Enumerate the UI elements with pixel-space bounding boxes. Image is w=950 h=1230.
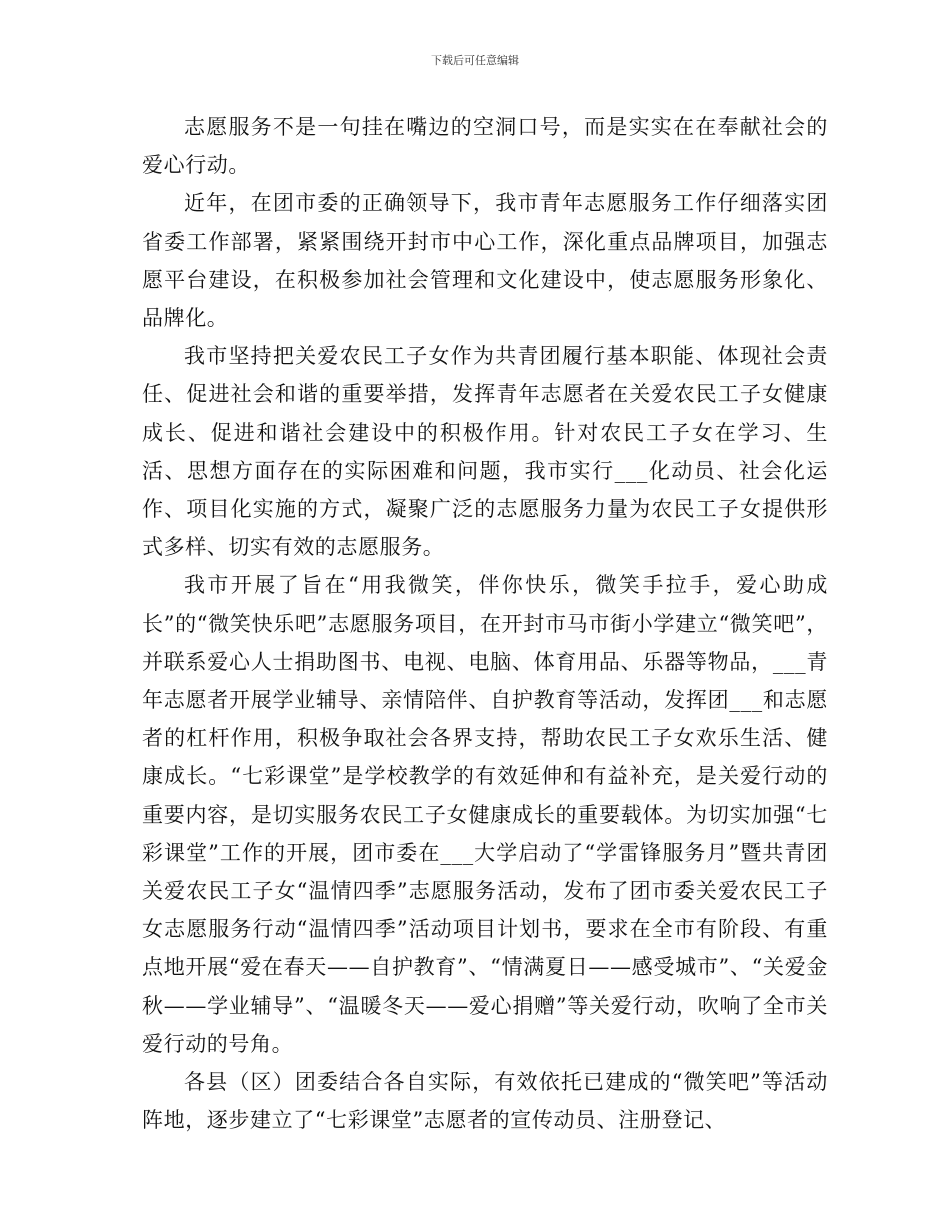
paragraph-5: 各县（区）团委结合各自实际，有效依托已建成的“微笑吧”等活动阵地，逐步建立了“七彩课堂”志愿者的宣传动员、注册登记、 <box>142 1070 828 1133</box>
paragraph-2: 近年，在团市委的正确领导下，我市青年志愿服务工作仔细落实团省委工作部署，紧紧围绕开封市中心工作，深化重点品牌项目，加强志愿平台建设，在积极参加社会管理和文化建设中，使志愿服务形象化、品牌化。 <box>142 191 828 331</box>
page-header-note: 下载后可任意编辑 <box>431 54 519 67</box>
paragraph-1: 志愿服务不是一句挂在嘴边的空洞口号，而是实实在在奉献社会的爱心行动。 <box>142 115 828 178</box>
document-body <box>142 108 828 1139</box>
paragraph-4: 我市开展了旨在“用我微笑，伴你快乐，微笑手拉手，爱心助成长”的“微笑快乐吧”志愿服务项目，在开封市马市街小学建立“微笑吧”，并联系爱心人士捐助图书、电视、电脑、体育用品、乐器等物品，___青年志愿者开展学业辅导、亲情陪伴、自护教育等活动，发挥团___和志愿者的杠杆作用，积极争取社会各界支持，帮助农民工子女欢乐生活、健康成长。“七彩课堂”是学校教学的有效延伸和有益补充，是关爱行动的重要内容，是切实服务农民工子女健康成长的重要载体。为切实加强“七彩课堂”工作的开展，团市委在___大学启动了“学雷锋服务月”暨共青团关爱农民工子女“温情四季”志愿服务活动，发布了团市委关爱农民工子女志愿服务行动“温情四季”活动项目计划书，要求在全市有阶段、有重点地开展“爱在春天——自护教育”、“情满夏日——感受城市”、“关爱金秋——学业辅导”、“温暖冬天——爱心捐赠”等关爱行动，吹响了全市关爱行动的号角。 <box>142 573 828 1056</box>
paragraph-3: 我市坚持把关爱农民工子女作为共青团履行基本职能、体现社会责任、促进社会和谐的重要举措，发挥青年志愿者在关爱农民工子女健康成长、促进和谐社会建设中的积极作用。针对农民工子女在学习、生活、思想方面存在的实际困难和问题，我市实行___化动员、社会化运作、项目化实施的方式，凝聚广泛的志愿服务力量为农民工子女提供形式多样、切实有效的志愿服务。 <box>142 344 828 560</box>
